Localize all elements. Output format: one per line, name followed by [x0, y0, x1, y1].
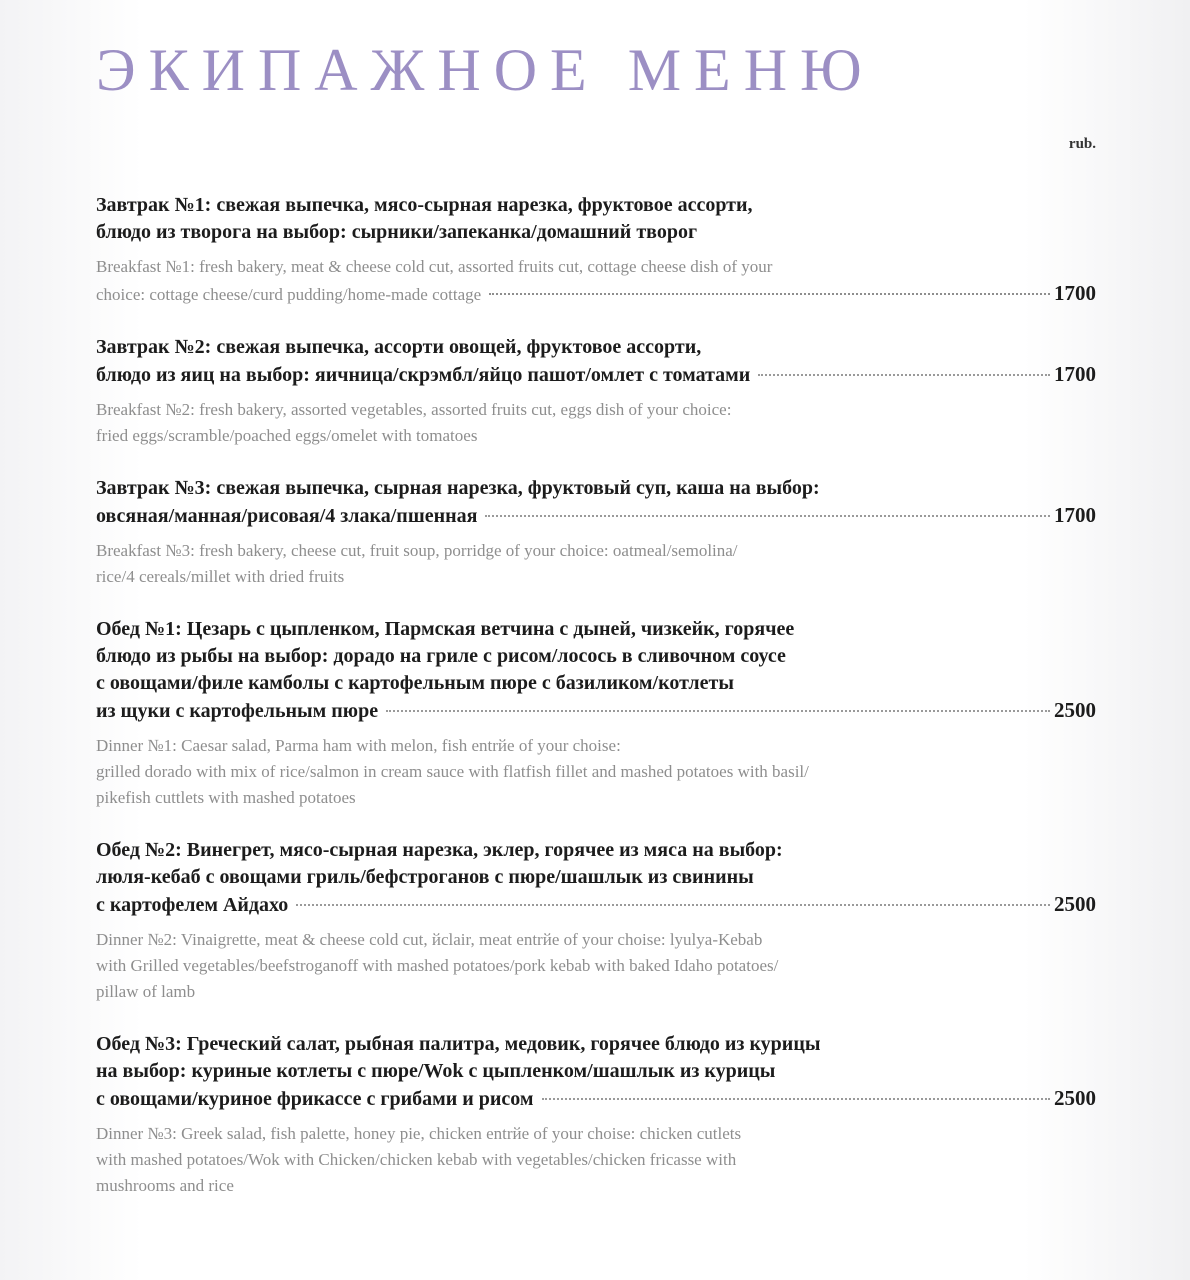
item-description-line: pikefish cuttlets with mashed potatoes — [96, 788, 356, 807]
item-description-line: Breakfast №2: fresh bakery, assorted vegetables, assorted fruits cut, eggs dish of your choice: — [96, 400, 732, 419]
item-description-line: rice/4 cereals/millet with dried fruits — [96, 567, 345, 586]
item-description-en — [96, 733, 1096, 811]
item-price-row — [96, 502, 1096, 530]
item-title-line: на выбор: куриные котлеты с пюре/Wok с цыпленком/шашлык из курицы — [96, 1060, 776, 1082]
dot-leader — [485, 515, 1050, 517]
menu-item-dinner-2 — [96, 837, 1096, 1005]
item-description-line: with mashed potatoes/Wok with Chicken/chicken kebab with vegetables/chicken fricasse with — [96, 1150, 737, 1169]
dot-leader — [296, 904, 1050, 906]
item-description-line: Dinner №3: Greek salad, fish palette, honey pie, chicken entrйe of your choise: chicken cutlets — [96, 1124, 742, 1143]
page-title: ЭКИПАЖНОЕ МЕНЮ — [96, 37, 875, 103]
item-price-row — [96, 891, 1096, 919]
item-price: 1700 — [1054, 362, 1096, 386]
menu-item-breakfast-1 — [96, 192, 1096, 308]
item-description-en — [96, 538, 1096, 590]
item-description-en — [96, 397, 1096, 449]
item-description-line: grilled dorado with mix of rice/salmon in cream sauce with flatfish fillet and mashed potatoes with basil/ — [96, 762, 809, 781]
menu-item-dinner-1 — [96, 616, 1096, 811]
item-description-line: Dinner №1: Caesar salad, Parma ham with melon, fish entrйe of your choise: — [96, 736, 621, 755]
item-description-en — [96, 1121, 1096, 1199]
menu-list — [96, 192, 1096, 1199]
item-title-line: Завтрак №1: свежая выпечка, мясо-сырная нарезка, фруктовое ассорти, — [96, 194, 753, 216]
item-price: 1700 — [1054, 281, 1096, 305]
item-title-line: с овощами/куриное фрикассе с грибами и рисом — [96, 1088, 534, 1110]
item-price: 2500 — [1054, 892, 1096, 916]
item-title-line: Обед №3: Греческий салат, рыбная палитра, медовик, горячее блюдо из курицы — [96, 1033, 821, 1055]
item-price-row — [96, 1085, 1096, 1113]
item-title-line: с картофелем Айдахо — [96, 894, 289, 916]
item-description-line: with Grilled vegetables/beefstroganoff with mashed potatoes/pork kebab with baked Idaho potatoes/ — [96, 956, 779, 975]
item-description-line: Dinner №2: Vinaigrette, meat & cheese cold cut, йclair, meat entrйe of your choise: lyulya-Kebab — [96, 930, 763, 949]
dot-leader — [386, 710, 1050, 712]
item-title-ru — [96, 616, 1096, 725]
item-price-row — [96, 697, 1096, 725]
item-title-line: овсяная/манная/рисовая/4 злака/пшенная — [96, 505, 478, 527]
item-title-line: Завтрак №3: свежая выпечка, сырная нарезка, фруктовый суп, каша на выбор: — [96, 477, 820, 499]
item-description-line: choice: cottage cheese/curd pudding/home-made cottage — [96, 285, 482, 304]
item-title-line: Обед №1: Цезарь с цыпленком, Пармская ветчина с дыней, чизкейк, горячее — [96, 618, 795, 640]
item-title-line: Завтрак №2: свежая выпечка, ассорти овощей, фруктовое ассорти, — [96, 336, 702, 358]
item-title-ru — [96, 1031, 1096, 1113]
menu-item-breakfast-3 — [96, 475, 1096, 590]
item-description-en — [96, 927, 1096, 1005]
item-title-line: из щуки с картофельным пюре — [96, 700, 379, 722]
item-title-line: люля-кебаб с овощами гриль/бефстроганов с пюре/шашлык из свинины — [96, 866, 754, 888]
dot-leader — [489, 293, 1050, 295]
item-title-ru — [96, 475, 1096, 530]
item-price: 2500 — [1054, 698, 1096, 722]
item-title-line: с овощами/филе камболы с картофельным пюре с базиликом/котлеты — [96, 672, 734, 694]
dot-leader — [542, 1098, 1050, 1100]
menu-item-breakfast-2 — [96, 334, 1096, 449]
item-title-line: Обед №2: Винегрет, мясо-сырная нарезка, эклер, горячее из мяса на выбор: — [96, 839, 783, 861]
item-description-line: fried eggs/scramble/poached eggs/omelet with tomatoes — [96, 426, 478, 445]
item-price: 1700 — [1054, 503, 1096, 527]
item-price-row — [96, 280, 1096, 308]
item-title-line: блюдо из рыбы на выбор: дорадо на гриле с рисом/лосось в сливочном соусе — [96, 645, 786, 667]
dot-leader — [758, 374, 1050, 376]
currency-label: rub. — [1068, 136, 1096, 152]
item-title-ru — [96, 837, 1096, 919]
item-title-ru — [96, 192, 1096, 246]
item-description-line: Breakfast №3: fresh bakery, cheese cut, fruit soup, porridge of your choice: oatmeal/semolina/ — [96, 541, 738, 560]
item-description-line: Breakfast №1: fresh bakery, meat & cheese cold cut, assorted fruits cut, cottage cheese dish of your — [96, 257, 773, 276]
menu-item-dinner-3 — [96, 1031, 1096, 1199]
item-price-row — [96, 361, 1096, 389]
item-description-en — [96, 254, 1096, 308]
item-title-ru — [96, 334, 1096, 389]
item-price: 2500 — [1054, 1086, 1096, 1110]
item-description-line: mushrooms and rice — [96, 1176, 234, 1195]
item-description-line: pillaw of lamb — [96, 982, 196, 1001]
item-title-line: блюдо из яиц на выбор: яичница/скрэмбл/яйцо пашот/омлет с томатами — [96, 364, 751, 386]
item-title-line: блюдо из творога на выбор: сырники/запеканка/домашний творог — [96, 221, 698, 243]
